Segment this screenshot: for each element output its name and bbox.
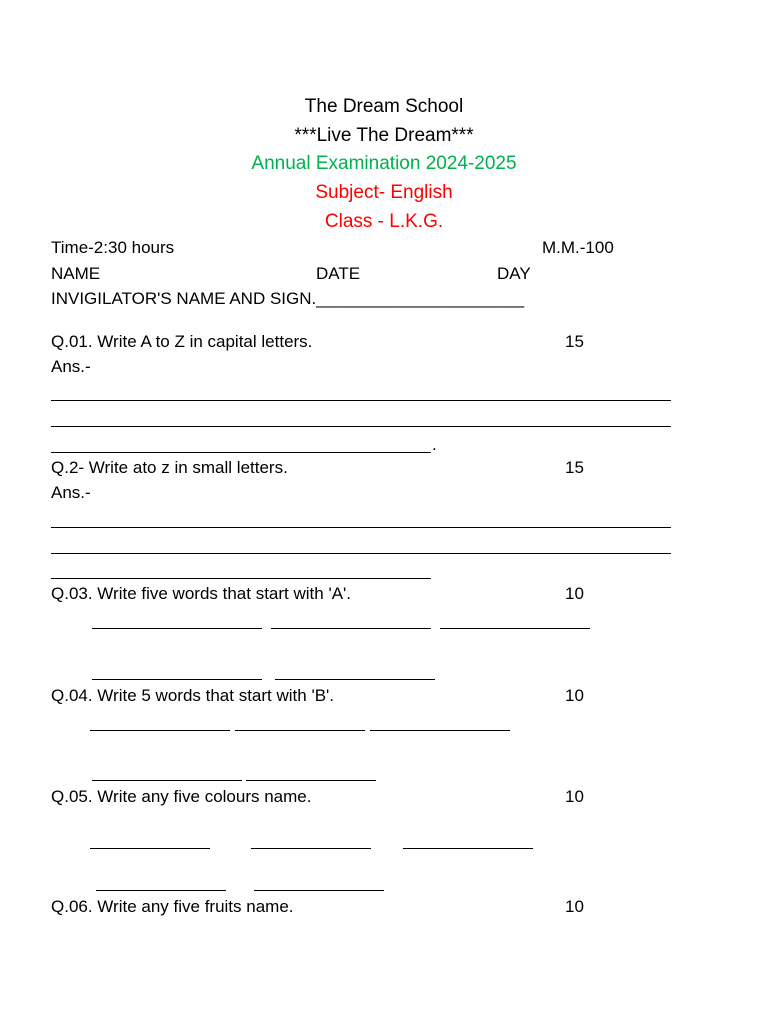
answer-blank xyxy=(271,628,431,629)
answer-blank xyxy=(370,730,510,731)
max-marks-label: M.M.-100 xyxy=(542,238,614,257)
answer-blank xyxy=(90,848,210,849)
class-label: Class - L.K.G. xyxy=(324,211,444,232)
question-2: Q.2- Write ato z in small letters. xyxy=(51,458,288,477)
answer-blank xyxy=(275,679,435,680)
answer-blank xyxy=(96,890,226,891)
question-5-marks: 10 xyxy=(565,787,584,806)
question-6: Q.06. Write any five fruits name. xyxy=(51,897,294,916)
time-label: Time-2:30 hours xyxy=(51,238,175,257)
answer-blank xyxy=(92,679,262,680)
school-name: The Dream School xyxy=(304,96,464,117)
question-6-marks: 10 xyxy=(565,897,584,916)
answer-blank xyxy=(251,848,371,849)
answer-blank xyxy=(254,890,384,891)
answer-blank xyxy=(92,780,242,781)
answer-label-2: Ans.- xyxy=(51,483,91,502)
question-2-marks: 15 xyxy=(565,458,584,477)
subject-label: Subject- English xyxy=(315,182,453,203)
answer-line xyxy=(51,578,431,579)
answer-label-1: Ans.- xyxy=(51,357,91,376)
answer-blank xyxy=(90,730,230,731)
date-label: DATE xyxy=(316,264,361,283)
answer-blank xyxy=(440,628,590,629)
question-3-marks: 10 xyxy=(565,584,584,603)
period-mark: . xyxy=(432,435,437,454)
answer-line xyxy=(51,400,671,401)
question-4: Q.04. Write 5 words that start with 'B'. xyxy=(51,686,334,705)
question-3: Q.03. Write five words that start with 'A'. xyxy=(51,584,351,603)
name-label: NAME xyxy=(51,264,101,283)
answer-blank xyxy=(403,848,533,849)
question-4-marks: 10 xyxy=(565,686,584,705)
answer-line xyxy=(51,527,671,528)
answer-blank xyxy=(235,730,365,731)
answer-line xyxy=(51,553,671,554)
school-motto: ***Live The Dream*** xyxy=(294,125,474,146)
day-label: DAY xyxy=(497,264,531,283)
answer-line xyxy=(51,452,431,453)
question-1-marks: 15 xyxy=(565,332,584,351)
answer-blank xyxy=(246,780,376,781)
invigilator-label: INVIGILATOR'S NAME AND SIGN.______________________ xyxy=(51,289,525,308)
answer-line xyxy=(51,426,671,427)
exam-title: Annual Examination 2024-2025 xyxy=(251,153,517,174)
question-5: Q.05. Write any five colours name. xyxy=(51,787,312,806)
question-1: Q.01. Write A to Z in capital letters. xyxy=(51,332,313,351)
answer-blank xyxy=(92,628,262,629)
